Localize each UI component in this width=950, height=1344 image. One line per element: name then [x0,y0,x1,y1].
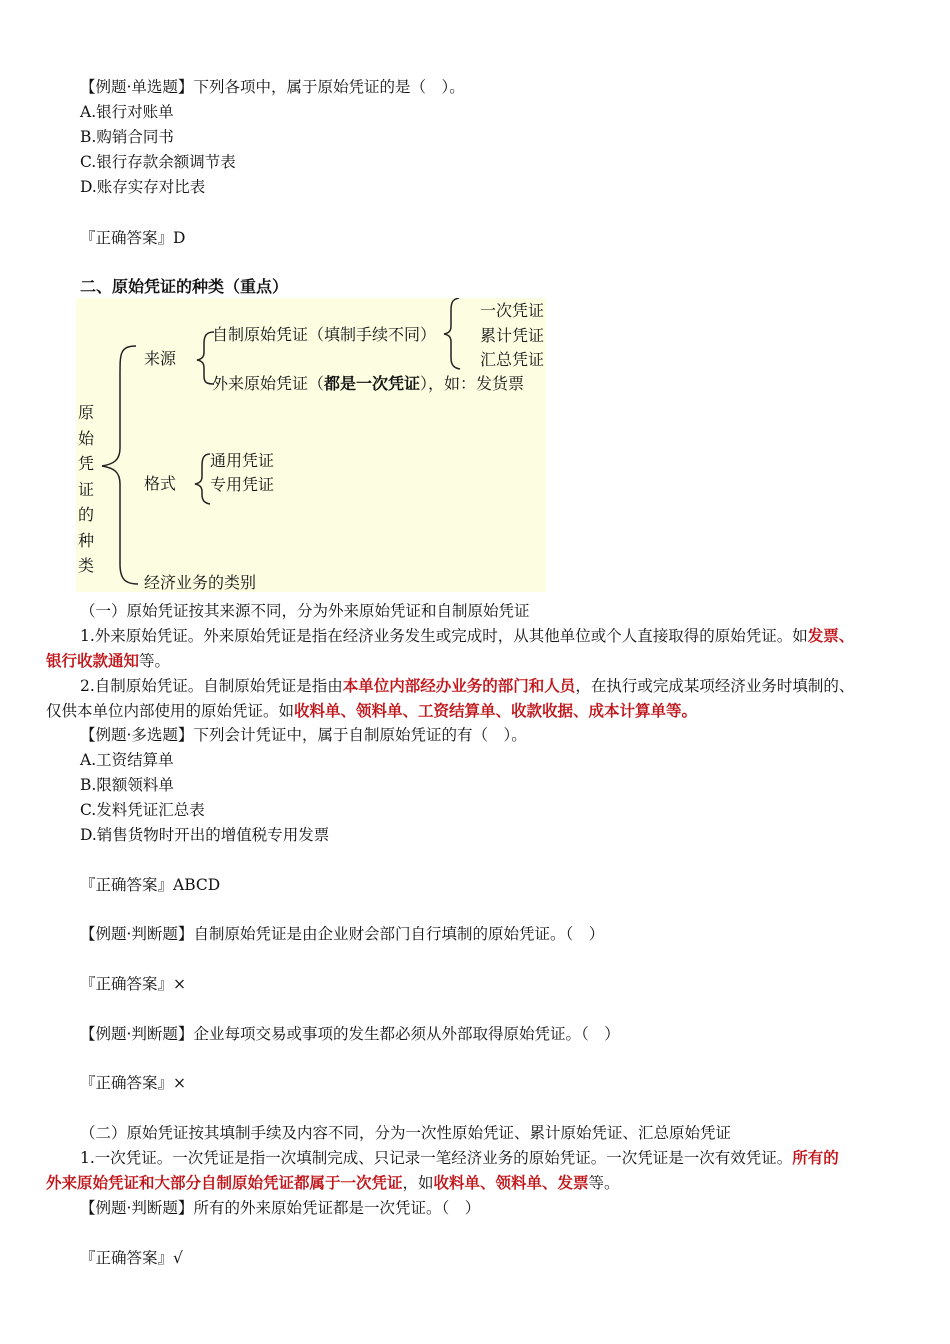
option-c: C.银行存款余额调节表 [80,153,236,171]
part1-paragraph1-line1: 1.外来原始凭证。外来原始凭证是指在经济业务发生或完成时，从其他单位或个人直接取得的原始凭证。如发票、 [80,626,855,645]
option-a: A.银行对账单 [80,103,174,121]
option-c: C.发料凭证汇总表 [80,801,205,819]
correct-answer: 『正确答案』ABCD [80,876,221,894]
question-tag: 【例题·单选题】 [80,78,194,96]
correct-answer: 『正确答案』D [80,229,186,247]
root-brace [102,346,138,584]
classification-diagram [76,298,546,592]
section-title: 二、原始凭证的种类（重点） [80,277,289,296]
part1-paragraph1-line2: 银行收款通知等。 [46,651,171,670]
correct-answer: 『正确答案』× [80,975,186,993]
source-label: 来源 [144,349,177,368]
example-question-5: 【例题·判断题】所有的外来原始凭证都是一次凭证。（ ） [80,1199,481,1217]
example-question-4: 【例题·判断题】企业每项交易或事项的发生都必须从外部取得原始凭证。（ ） [80,1025,620,1043]
format-brace [195,454,210,504]
part1-paragraph2-line1: 2.自制原始凭证。自制原始凭证是指由本单位内部经办业务的部门和人员，在执行或完成某项经济业务时填制的、 [80,676,855,695]
external-voucher: 外来原始凭证（都是一次凭证），如：发货票 [212,374,525,393]
option-b: B.购销合同书 [80,128,174,146]
once-voucher: 一次凭证 [480,301,545,320]
format-label: 格式 [144,474,177,493]
self-made-voucher: 自制原始凭证（填制手续不同） [212,325,437,344]
general-voucher: 通用凭证 [210,451,275,470]
example-question-3: 【例题·判断题】自制原始凭证是由企业财会部门自行填制的原始凭证。（ ） [80,925,605,943]
root-label: 原 始 凭 证 的 种 类 [77,403,94,575]
correct-answer: 『正确答案』√ [80,1249,183,1267]
option-b: B.限额领料单 [80,776,174,794]
correct-answer: 『正确答案』× [80,1074,186,1092]
part2-heading: （二）原始凭证按其填制手续及内容不同，分为一次性原始凭证、累计原始凭证、汇总原始凭证 [80,1124,732,1142]
part1-paragraph2-line2: 仅供本单位内部使用的原始凭证。如收料单、领料单、工资结算单、收款收据、成本计算单等。 [46,701,698,720]
special-voucher: 专用凭证 [210,475,275,494]
part2-paragraph1-line2: 外来原始凭证和大部分自制原始凭证都属于一次凭证，如收料单、领料单、发票等。 [46,1173,620,1192]
question-stem: 下列各项中，属于原始凭证的是（ ）。 [193,78,465,96]
summary-voucher: 汇总凭证 [480,350,545,369]
cumulative-voucher: 累计凭证 [480,326,545,345]
option-d: D.账存实存对比表 [80,178,206,196]
self-made-brace [444,298,460,369]
option-d: D.销售货物时开出的增值税专用发票 [80,826,330,844]
business-type-label: 经济业务的类别 [144,573,257,592]
part2-paragraph1-line1: 1.一次凭证。一次凭证是指一次填制完成、只记录一笔经济业务的原始凭证。一次凭证是一次有效凭证。所有的 [80,1148,839,1167]
example-question-1 [80,76,465,98]
example-question-2: 【例题·多选题】下列会计凭证中，属于自制原始凭证的有（ ）。 [80,726,527,744]
option-a: A.工资结算单 [80,751,174,769]
part1-heading: （一）原始凭证按其来源不同，分为外来原始凭证和自制原始凭证 [80,602,530,620]
